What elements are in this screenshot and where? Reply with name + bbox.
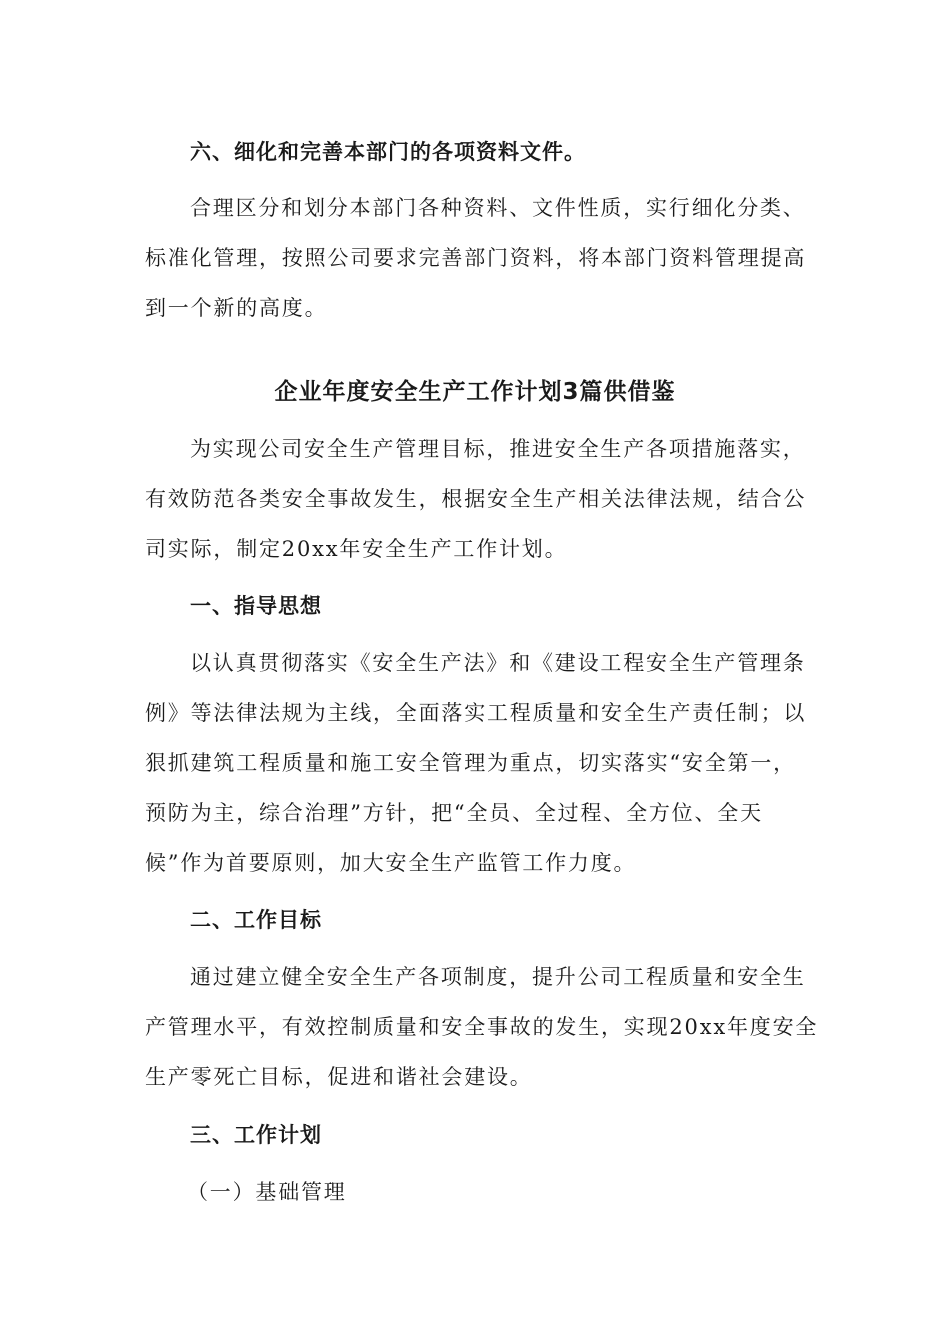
sec1-line-4: 预防为主，综合治理”方针，把“全员、全过程、全方位、全天 [145, 801, 763, 825]
section-6-heading: 六、细化和完善本部门的各项资料文件。 [190, 140, 586, 164]
intro-line-3: 司实际，制定20xx年安全生产工作计划。 [145, 537, 568, 561]
sec1-line-5: 候”作为首要原则，加大安全生产监管工作力度。 [145, 851, 637, 875]
intro-line-2: 有效防范各类安全事故发生，根据安全生产相关法律法规，结合公 [145, 487, 807, 511]
sec6-line-3: 到一个新的高度。 [145, 296, 328, 320]
sec6-line-1: 合理区分和划分本部门各种资料、文件性质，实行细化分类、 [190, 196, 806, 220]
sec2-line-1: 通过建立健全安全生产各项制度，提升公司工程质量和安全生 [190, 965, 806, 989]
sec1-line-2: 例》等法律法规为主线，全面落实工程质量和安全生产责任制；以 [145, 701, 807, 725]
sec6-line-2: 标准化管理，按照公司要求完善部门资料，将本部门资料管理提高 [145, 246, 807, 270]
sec2-line-3: 生产零死亡目标，促进和谐社会建设。 [145, 1065, 533, 1089]
sec1-line-3: 狠抓建筑工程质量和施工安全管理为重点，切实落实“安全第一， [145, 751, 796, 775]
subsection-1-heading: （一）基础管理 [187, 1180, 347, 1204]
intro-line-1: 为实现公司安全生产管理目标，推进安全生产各项措施落实， [190, 437, 806, 461]
sec1-line-1: 以认真贯彻落实《安全生产法》和《建设工程安全生产管理条 [190, 651, 806, 675]
section-2-heading: 二、工作目标 [190, 908, 322, 932]
section-1-heading: 一、指导思想 [190, 594, 322, 618]
section-3-heading: 三、工作计划 [190, 1123, 322, 1147]
document-title: 企业年度安全生产工作计划3篇供借鉴 [274, 379, 676, 405]
sec2-line-2: 产管理水平，有效控制质量和安全事故的发生，实现20xx年度安全 [145, 1015, 819, 1039]
